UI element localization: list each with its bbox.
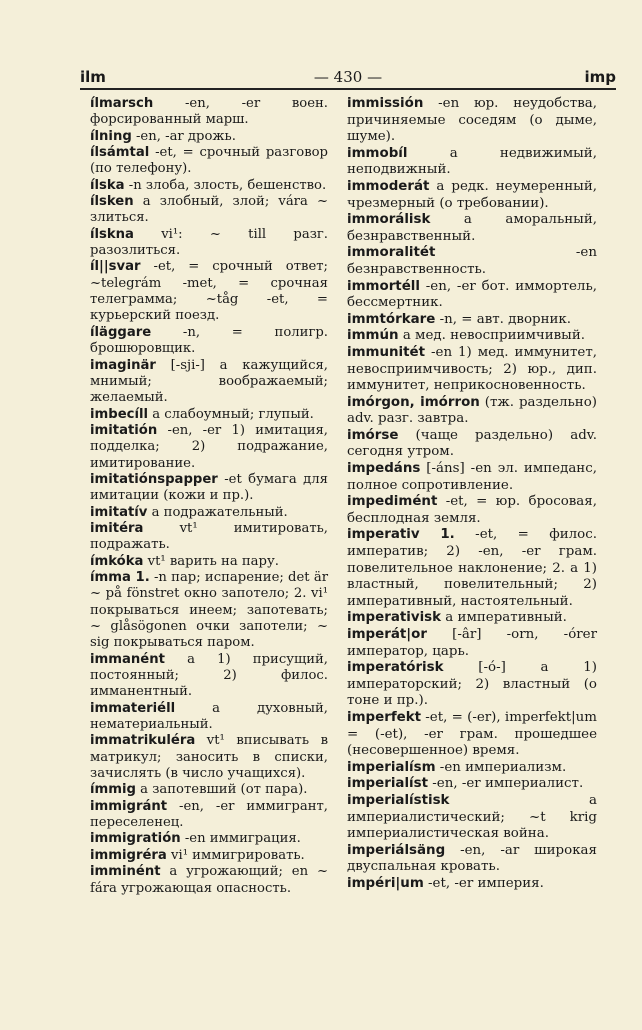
entry-headword: ílska — [90, 177, 125, 193]
dictionary-entry — [90, 701, 328, 734]
dictionary-entry — [347, 461, 597, 494]
entry-headword: imperát|or — [347, 627, 427, 642]
dictionary-entry — [90, 733, 328, 782]
entry-headword: imbecíll — [90, 406, 149, 422]
dictionary-entry — [90, 145, 328, 178]
entry-definition: a слабоумный; глупый. — [148, 406, 314, 422]
entry-headword: imórgon, imórron — [347, 394, 480, 410]
entry-definition: -en, -er 1) имитация, подделка; 2) подражание, имитирование. — [90, 422, 328, 471]
right-column — [347, 96, 597, 893]
entry-headword: immortéll — [347, 278, 420, 294]
entry-definition: vi¹ иммигрировать. — [166, 847, 305, 863]
entry-headword: immoderát — [347, 178, 430, 194]
dictionary-entry — [90, 799, 328, 832]
header-right-guideword: imp — [584, 68, 616, 86]
dictionary-entry — [90, 570, 328, 652]
entry-headword: immobíl — [347, 145, 408, 161]
entry-definition: vt¹ варить на пару. — [143, 553, 279, 569]
entry-definition: -en иммиграция. — [180, 831, 301, 847]
entry-definition: -en, -ar дрожь. — [131, 128, 236, 144]
entry-definition: -et, -er империя. — [423, 875, 544, 891]
entry-definition: -en, -ar широкая двуспальная кровать. — [347, 842, 597, 875]
dictionary-entry — [90, 782, 328, 798]
dictionary-entry — [347, 710, 597, 760]
dictionary-entry — [347, 428, 597, 461]
entry-headword: immateriéll — [90, 700, 176, 716]
entry-headword: immigratión — [90, 831, 181, 847]
entry-headword: imperatórisk — [347, 660, 444, 676]
entry-definition: vt¹ имитировать, подражать. — [90, 520, 328, 553]
dictionary-entry — [90, 358, 328, 407]
dictionary-entry — [347, 245, 597, 278]
entry-headword: ílsámtal — [90, 145, 150, 161]
entry-definition: [-âr] -orn, -órer император, царь. — [347, 627, 597, 659]
entry-headword: immigréra — [90, 847, 167, 863]
entry-definition: a 1) присущий, постоянный; 2) филос. имманентный. — [90, 651, 328, 700]
entry-headword: impedimént — [347, 494, 438, 510]
entry-headword: imperativ 1. — [347, 527, 455, 543]
entry-definition: (чаще раздельно) adv. сегодня утром. — [347, 427, 597, 460]
dictionary-entry — [347, 179, 597, 212]
entry-headword: immtórkare — [347, 311, 436, 327]
entry-definition: vt¹ вписывать в матрикул; заносить в списки, зачислять (в число учащихся). — [90, 733, 328, 782]
entry-headword: ílmarsch — [90, 96, 154, 111]
entry-headword: íläggare — [90, 324, 152, 340]
entry-definition: a духовный, нематериальный. — [90, 700, 328, 733]
dictionary-entry — [90, 325, 328, 358]
entry-headword: imperfekt — [347, 709, 422, 725]
entry-headword: immoralitét — [347, 245, 436, 261]
entry-headword: immunitét — [347, 344, 426, 360]
dictionary-entry — [90, 472, 328, 505]
entry-headword: imminént — [90, 864, 161, 880]
entry-definition: (тж. раздельно) adv. разг. завтра. — [347, 394, 597, 427]
entry-definition: -n, = авт. дворник. — [435, 311, 572, 327]
entry-headword: ímkóka — [90, 553, 144, 569]
entry-headword: immissión — [347, 96, 424, 111]
dictionary-entry — [90, 194, 328, 227]
dictionary-entry — [347, 312, 597, 329]
dictionary-entry — [347, 843, 597, 876]
entry-definition: a недвижимый, неподвижный. — [347, 145, 597, 178]
page-number: — 430 — — [313, 68, 383, 86]
entry-definition: a империалистический; ~t krig империалистическая война. — [347, 792, 597, 842]
entry-definition: a подражательный. — [147, 504, 288, 520]
entry-headword: immún — [347, 328, 399, 344]
entry-headword: impedáns — [347, 461, 421, 477]
entry-definition: -en, -er империалист. — [428, 776, 584, 792]
entry-headword: ímma 1. — [90, 569, 150, 585]
dictionary-entry — [90, 129, 328, 145]
entry-definition: [-áns] -en эл. импеданс, полное сопротивление. — [347, 461, 597, 493]
entry-headword: imperativisk — [347, 610, 442, 626]
dictionary-entry — [347, 527, 597, 610]
dictionary-entry — [347, 494, 597, 527]
dictionary-entry — [90, 178, 328, 194]
entry-headword: ílskna — [90, 226, 134, 242]
header-left-guideword: ilm — [80, 68, 106, 86]
dictionary-entry — [347, 627, 597, 660]
dictionary-entry — [90, 521, 328, 554]
entry-definition: a редк. неумеренный, чрезмерный (о требовании). — [347, 178, 597, 211]
entry-headword: immigránt — [90, 798, 168, 814]
dictionary-entry — [347, 395, 597, 428]
dictionary-entry — [90, 227, 328, 260]
entry-headword: immorálisk — [347, 212, 431, 228]
dictionary-entry — [347, 345, 597, 395]
entry-definition: [-sji-] a кажущийся, мнимый; воображаемый; желаемый. — [90, 357, 328, 406]
entry-definition: -et, = юр. бросовая, бесплодная земля. — [347, 494, 597, 526]
dictionary-entry — [90, 554, 328, 570]
dictionary-entry — [347, 146, 597, 179]
entry-headword: ílning — [90, 128, 132, 144]
left-column — [90, 96, 328, 897]
entry-headword: íl||svar — [90, 259, 141, 275]
entry-definition: a злобный, злой; vára ~ злиться. — [90, 194, 328, 226]
entry-headword: imperiálsäng — [347, 842, 446, 858]
entry-headword: immanént — [90, 651, 165, 667]
entry-definition: a императивный. — [441, 610, 567, 626]
entry-definition: -en юр. неудобства, причиняемые соседям (о дыме, шуме). — [347, 96, 597, 145]
dictionary-entry — [347, 328, 597, 345]
entry-headword: impéri|um — [347, 875, 424, 891]
dictionary-entry — [347, 610, 597, 627]
entry-definition: -et бумага для имитации (кожи и пр.). — [90, 471, 328, 504]
dictionary-entry — [347, 776, 597, 793]
page-header — [80, 66, 616, 90]
entry-definition: [-ó-] a 1) императорский; 2) властный (о тоне и пр.). — [347, 660, 597, 709]
entry-definition: -en, -er бот. иммортель, бессмертник. — [347, 278, 597, 311]
entry-definition: -et, = (-er), imperfekt|um = (-et), -er грам. прошедшее (несовершенное) время. — [347, 709, 598, 759]
dictionary-entry — [90, 96, 328, 129]
dictionary-entry — [90, 505, 328, 521]
dictionary-entry — [90, 848, 328, 864]
dictionary-entry — [347, 212, 597, 245]
entry-definition: -n, = полигр. брошюровщик. — [90, 324, 328, 357]
entry-definition: -en 1) мед. иммунитет, невосприимчивость; 2) юр., дип. иммунитет, неприкосновенность. — [347, 344, 597, 394]
entry-headword: imitatív — [90, 504, 148, 520]
dictionary-entry — [90, 864, 328, 897]
dictionary-entry — [90, 423, 328, 472]
entry-definition: a аморальный, безнравственный. — [347, 212, 597, 244]
entry-headword: imaginär — [90, 357, 156, 373]
entry-headword: imitatión — [90, 422, 158, 438]
entry-headword: ímmig — [90, 782, 136, 798]
entry-definition: vi¹: ~ till разг. разозлиться. — [90, 226, 328, 259]
entry-definition: -et, = срочный ответ; ~telegrám -met, = срочная телеграмма; ~tåg -et, = курьерский поезд. — [90, 259, 328, 324]
entry-definition: -n пар; испарение; det är ~ på fönstret окно запотело; 2. vi¹ покрываться инеем; запотевать; ~ glåsögonen очки запотели; ~ sig покрываться паром. — [90, 569, 328, 651]
entry-definition: a запотевший (от пара). — [135, 782, 308, 798]
entry-headword: imperialístisk — [347, 792, 450, 808]
entry-headword: imperialísm — [347, 759, 436, 775]
entry-definition: a мед. невосприимчивый. — [398, 328, 586, 344]
entry-definition: a угрожающий; en ~ fára угрожающая опасность. — [90, 864, 328, 896]
entry-headword: ílsken — [90, 194, 134, 210]
dictionary-entry — [347, 279, 597, 312]
entry-headword: imitatiónspapper — [90, 471, 218, 487]
dictionary-entry — [90, 407, 328, 423]
dictionary-entry — [90, 831, 328, 847]
entry-headword: imperialíst — [347, 776, 428, 792]
dictionary-entry — [347, 793, 597, 843]
dictionary-entry — [347, 96, 597, 146]
entry-headword: imórse — [347, 427, 399, 443]
dictionary-entry — [347, 660, 597, 710]
entry-definition: -en, -er иммигрант, переселенец. — [90, 798, 328, 831]
dictionary-entry — [90, 259, 328, 324]
entry-definition: -en империализм. — [435, 759, 567, 775]
dictionary-entry — [347, 760, 597, 777]
entry-definition: -et, = филос. императив; 2) -en, -er грам. повелительное наклонение; 2. a 1) властный, повелительный; 2) императивный, настоятельный. — [347, 527, 597, 609]
entry-headword: immatrikuléra — [90, 733, 196, 749]
entry-definition: -en, -er воен. форсированный марш. — [90, 96, 328, 128]
entry-definition: -en безнравственность. — [347, 245, 597, 277]
dictionary-entry — [347, 876, 597, 893]
entry-definition: -et, = срочный разговор (по телефону). — [90, 145, 328, 177]
dictionary-entry — [90, 652, 328, 701]
entry-headword: imitéra — [90, 520, 144, 536]
entry-definition: -n злоба, злость, бешенство. — [124, 177, 327, 193]
